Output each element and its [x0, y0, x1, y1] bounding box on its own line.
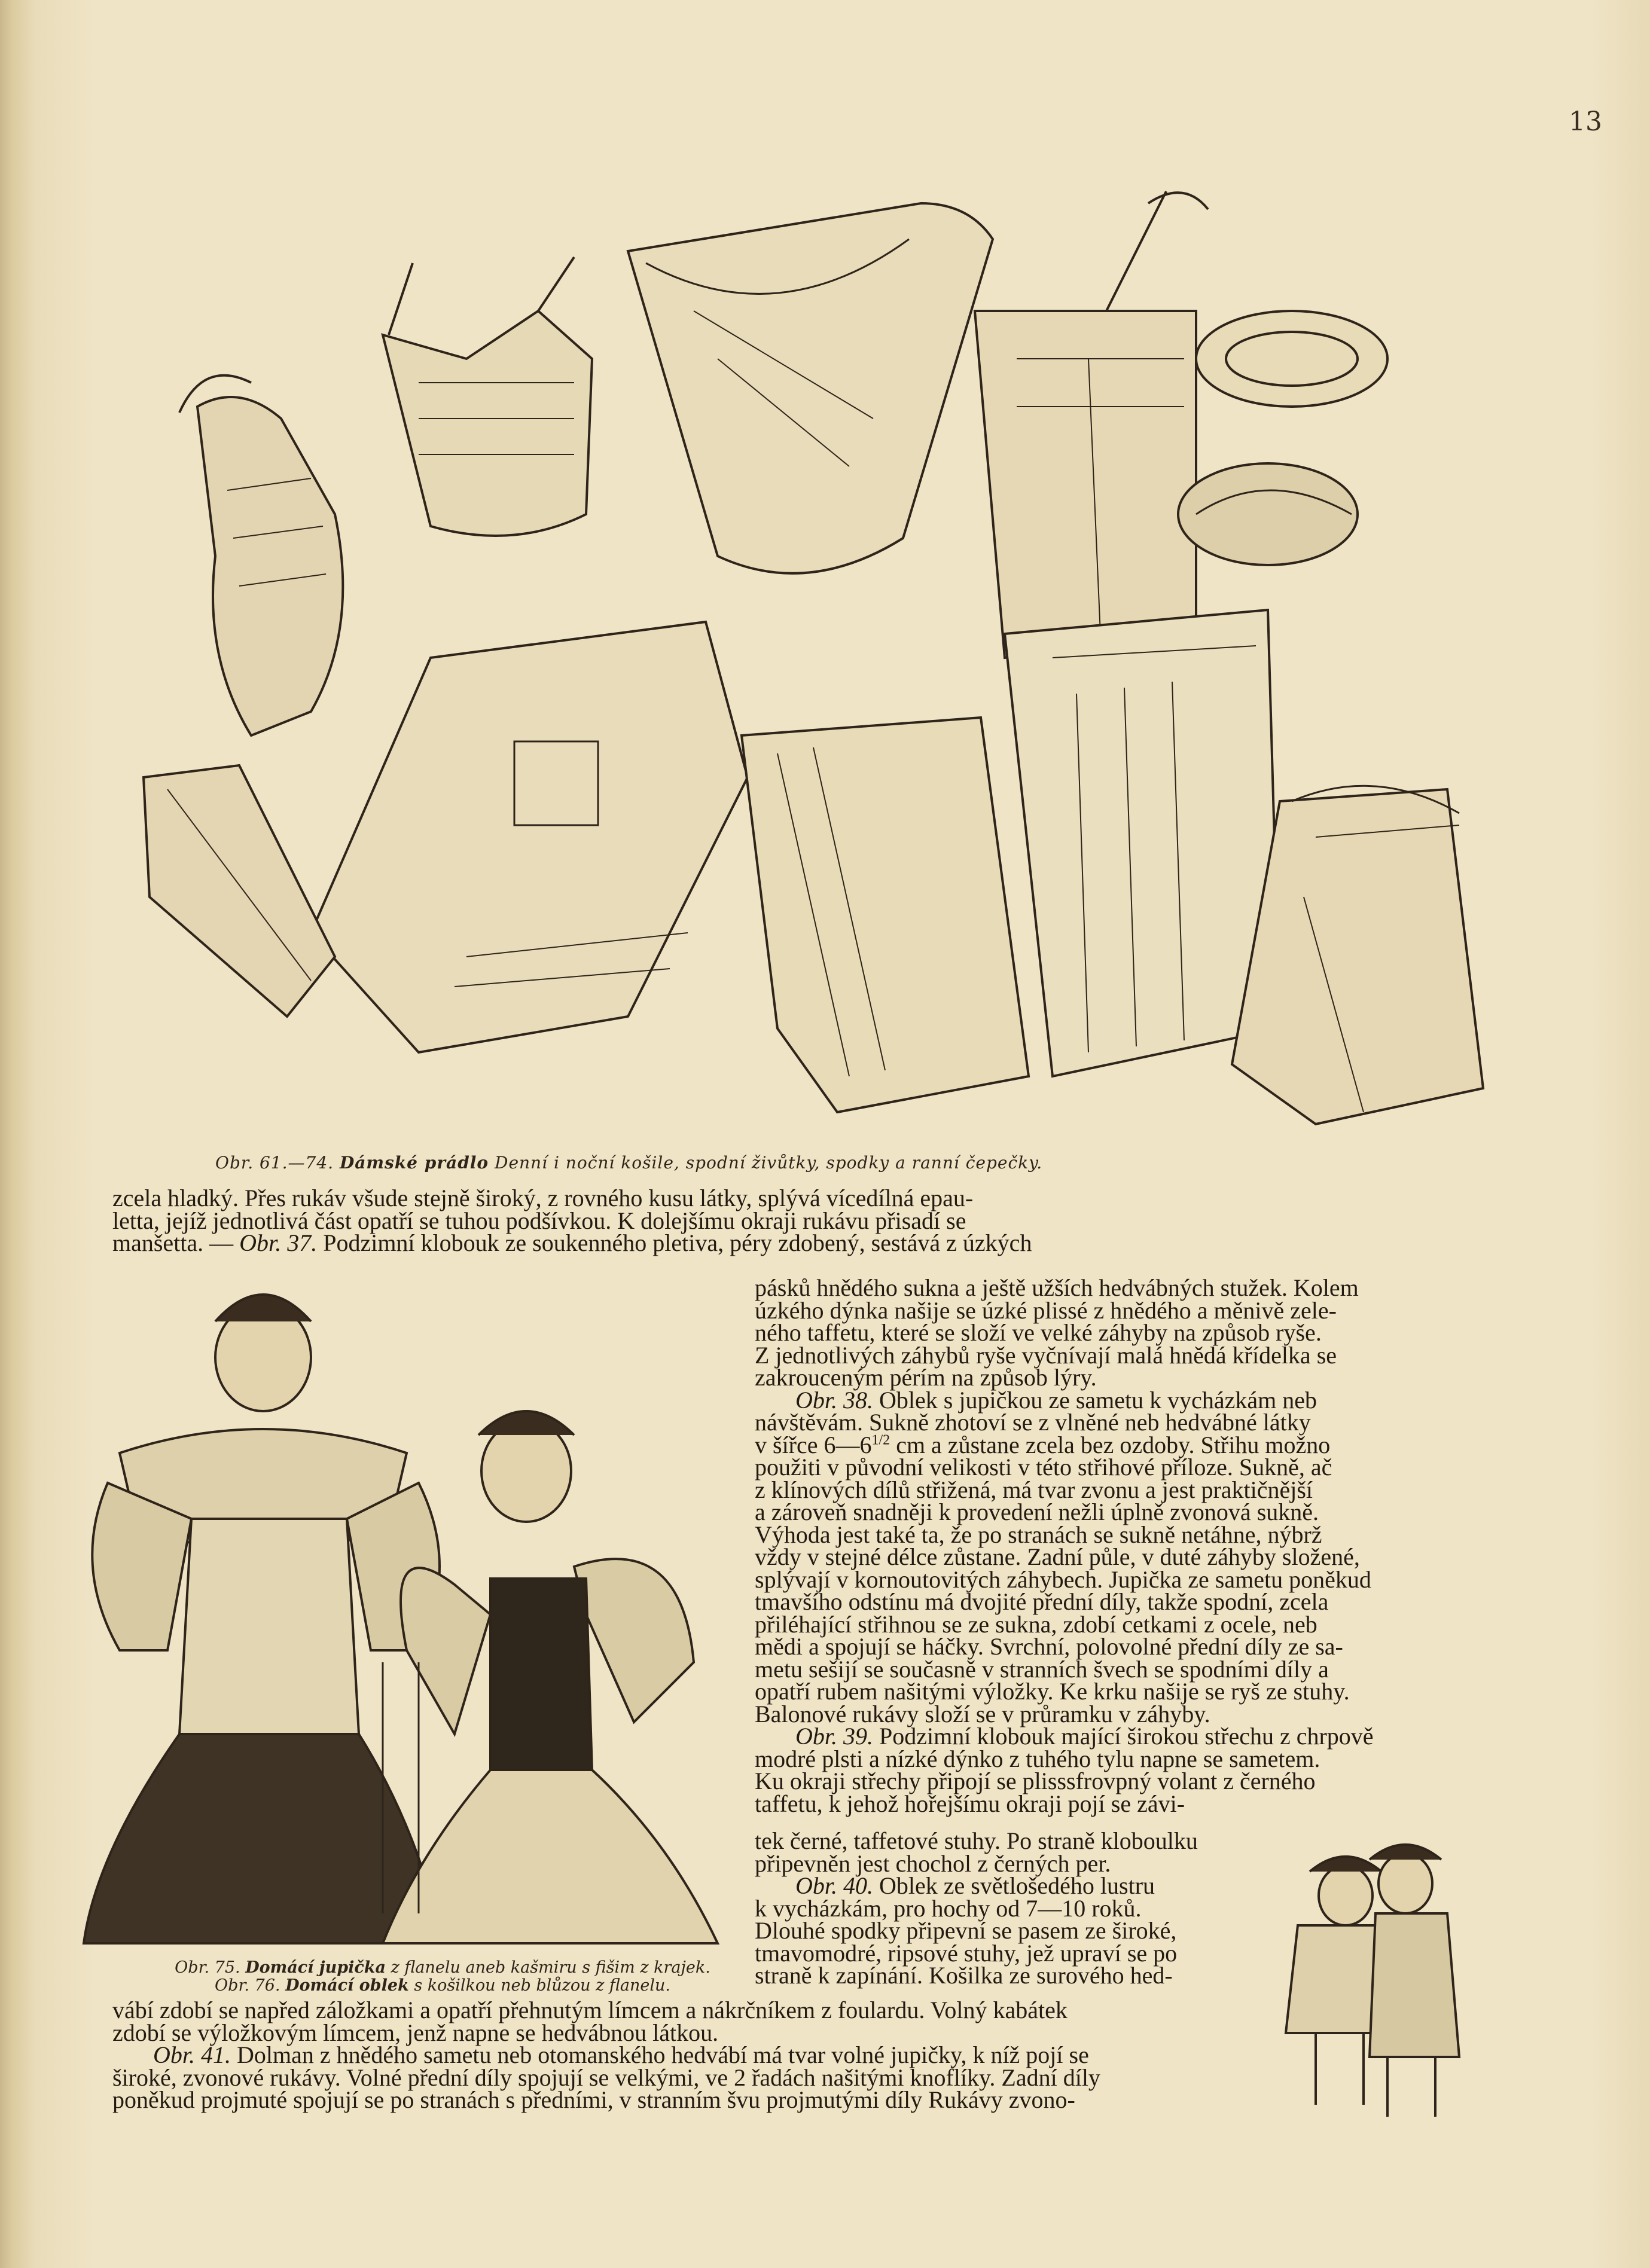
text-fragment: v šířce 6—6 [755, 1431, 872, 1458]
caption-left-1-title: Domácí jupička [245, 1958, 386, 1977]
text-line: přiléhající střihnou se ze sukna, zdobí cetkami z ocele, neb [755, 1610, 1317, 1638]
text-line: straně k zapínání. Košilka ze surového hed- [755, 1962, 1173, 1989]
text-line: tmavšího odstínu má dvojité přední díly, takže spodní, zcela [755, 1588, 1329, 1615]
text-line [755, 1431, 1383, 1458]
caption-left-2 [167, 1977, 718, 1995]
figure-ref: Obr. 41. [153, 2041, 231, 2068]
fraction: 1/2 [871, 1432, 890, 1448]
caption-left-2-prefix: Obr. 76. [215, 1976, 280, 1995]
text-block-mid [755, 1827, 1251, 1989]
text-line: ného taffetu, které se složí ve velké záhyby na způsob ryše. [755, 1319, 1322, 1346]
text-line: vábí zdobí se napřed záložkami a opatří přehnutým límcem a nákrčníkem z foulardu. Volný kabátek [112, 1997, 1068, 2023]
text-line: zdobí se výložkovým límcem, jenž napne se hedvábnou látkou. [112, 2019, 719, 2046]
caption-left-1-prefix: Obr. 75. [175, 1958, 240, 1977]
caption-top-rest: Denní i noční košile, spodní živůtky, spodky a ranní čepečky. [495, 1153, 1043, 1173]
text-fragment: Oblek s jupičkou ze sametu k vycházkám neb [879, 1386, 1317, 1414]
text-line: letta, jejíž jednotlivá část opatří se tuhou podšívkou. K dolejšímu okraji rukávu přisadí se [112, 1207, 966, 1234]
text-line: pásků hnědého sukna a ještě užších hedvábných stužek. Kolem [755, 1274, 1359, 1301]
text-line [755, 1386, 1383, 1414]
text-line: a zároveň snadněji k provedení nežli úplně zvonová sukně. [755, 1498, 1319, 1525]
text-block-bottom [112, 1999, 1261, 2111]
text-line: mědi a spojují se háčky. Svrchní, polovolné přední díly ze sa- [755, 1633, 1343, 1660]
text-line: široké, zvonové rukávy. Volné přední díly spojují se velkými, ve 2 řadách našitými knoflíky. Zadní díly [112, 2064, 1100, 2091]
text-block-right [755, 1274, 1383, 1817]
figure-ref: Obr. 38. [795, 1386, 874, 1414]
caption-top [215, 1153, 1042, 1173]
text-line: Z jednotlivých záhybů ryše vyčnívají malá hnědá křídelka se [755, 1341, 1337, 1369]
text-line: připevněn jest chochol z černých per. [755, 1849, 1111, 1877]
text-line: použiti v původní velikosti v této střihové příloze. Sukně, ač [755, 1454, 1332, 1481]
figure-ref: Obr. 40. [795, 1872, 874, 1899]
text-line: zakrouceným pérím na způsob lýry. [755, 1364, 1097, 1391]
caption-left-2-title: Domácí oblek [285, 1976, 409, 1995]
text-line: k vycházkám, pro hochy od 7—10 roků. [755, 1894, 1142, 1922]
text-line: taffetu, k jehož hořejšímu okraji pojí se závi- [755, 1790, 1185, 1817]
text-line: z klínových dílů střižená, má tvar zvonu a jest praktičnější [755, 1476, 1313, 1503]
text-line: Dlouhé spodky připevní se pasem ze široké, [755, 1917, 1177, 1944]
caption-left-1-rest: z flanelu aneb kašmiru s fišim z krajek. [391, 1958, 710, 1977]
text-fragment: Dolman z hnědého sametu neb otomanského hedvábí má tvar volné jupičky, k níž pojí se [237, 2041, 1089, 2068]
text-line: opatří rubem našitými výložky. Ke krku našije se ryš ze stuhy. [755, 1678, 1350, 1705]
text-fragment: manšetta. — [112, 1229, 234, 1256]
text-line: metu sešijí se současně v stranních švech se spodními díly a [755, 1655, 1329, 1683]
text-line: poněkud projmuté spojují se po stranách s předními, v stranním švu projmutými díly Rukávy zvono- [112, 2086, 1075, 2113]
text-line [755, 1725, 1383, 1748]
text-line [112, 1229, 1261, 1256]
text-line: Balonové rukávy složí se v průramku v záhyby. [755, 1700, 1210, 1727]
text-line [112, 2041, 1261, 2068]
caption-left-2-rest: s košilkou neb blůzou z flanelu. [414, 1976, 670, 1995]
text-line: návštěvám. Sukně zhotoví se z vlněné neb hedvábné látky [755, 1409, 1311, 1436]
women-dresses-engraving-icon [84, 1295, 718, 1943]
text-fragment: Podzimní klobouk ze soukenného pletiva, péry zdobený, sestává z úzkých [323, 1229, 1032, 1256]
lingerie-engraving-icon [144, 191, 1483, 1124]
caption-left-1 [167, 1959, 718, 1977]
figure-ref: Obr. 39. [795, 1723, 874, 1750]
children-figures-engraving-icon [1286, 1845, 1459, 2117]
text-fragment: Podzimní klobouk mající širokou střechu z chrpově [879, 1723, 1374, 1750]
caption-top-title: Dámské prádlo [339, 1153, 489, 1173]
text-line: Výhoda jest také ta, že po stranách se sukně netáhne, nýbrž [755, 1521, 1322, 1548]
text-line: vždy v stejné délce zůstane. Zadní půle, v duté záhyby složené, [755, 1543, 1360, 1570]
text-line [755, 1872, 1251, 1899]
text-line: tmavomodré, ripsové stuhy, jež upraví se po [755, 1939, 1178, 1967]
text-line: modré plsti a nízké dýnko z tuhého tylu napne se sametem. [755, 1745, 1320, 1772]
text-line: Ku okraji střechy připojí se plisssfrovpný volant z černého [755, 1768, 1316, 1794]
caption-top-prefix: Obr. 61.—74. [215, 1153, 334, 1173]
figure-ref: Obr. 37. [239, 1229, 318, 1256]
text-line: splývají v kornoutovitých záhybech. Jupička ze sametu poněkud [755, 1565, 1371, 1593]
text-fragment: cm a zůstane zcela bez ozdoby. Střihu možno [896, 1431, 1331, 1458]
text-line: úzkého dýnka našije se úzké plissé z hnědého a měnivě zele- [755, 1296, 1337, 1324]
page-number: 13 [1569, 106, 1602, 137]
text-fragment: Oblek ze světlošedého lustru [879, 1872, 1155, 1899]
text-line: zcela hladký. Přes rukáv všude stejně široký, z rovného kusu látky, splývá vícedílná epau- [112, 1185, 974, 1211]
text-line: tek černé, taffetové stuhy. Po straně kloboulku [755, 1827, 1198, 1854]
text-block-top [112, 1187, 1261, 1254]
